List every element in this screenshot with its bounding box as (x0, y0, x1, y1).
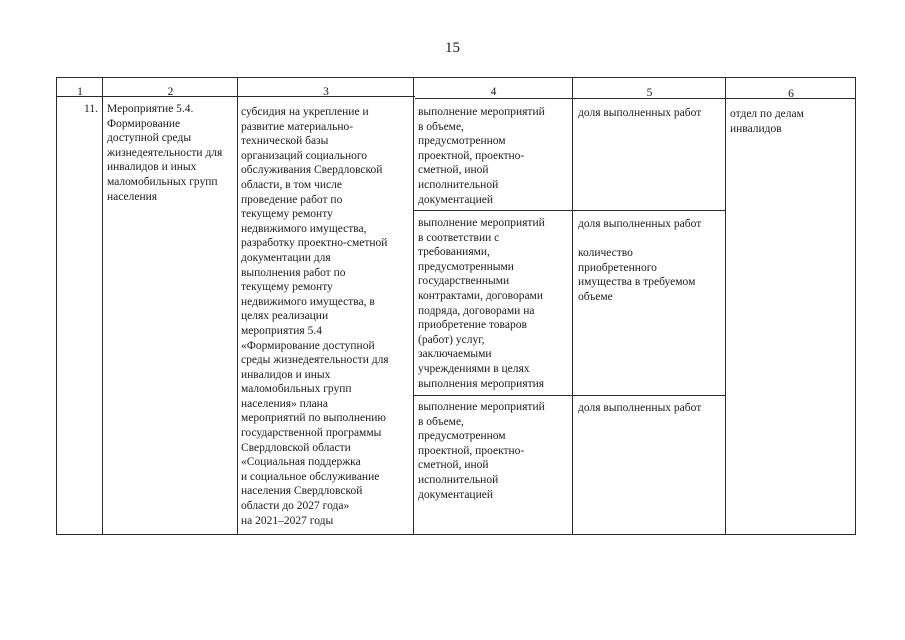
col-header-3: 3 (323, 86, 329, 98)
col-header-5: 5 (646, 87, 653, 99)
indicator-2: доля выполненных работ количество приобретенного имущества в требуемом объеме (578, 218, 702, 303)
result-1: выполнение мероприятий в объеме, предусмотренном проектной, проектно- сметной, иной исполнительной документацией (418, 106, 545, 206)
col-header-2: 2 (167, 86, 174, 98)
col-header-6: 6 (788, 88, 794, 100)
event-description: субсидия на укрепление и развитие материально- технической базы организаций социального обслуживания Свердловской области, в том числе проведение работ по текущему ремонту недвижимого имущества, разработку проектно-сметной документации для выполнения работ по текущему ремонту недвижимого имущества, в целях реализации мероприятия 5.4 «Формирование доступной среды жизнедеятельности для инвалидов и иных маломобильных групп населения» плана мероприятий по выполнению государственной программы Свердловской области «Социальная поддержка и социальное обслуживание населения Свердловской области до 2027 года» на 2021–2027 годы (241, 106, 389, 527)
event-name: Мероприятие 5.4. Формирование доступной среды жизнедеятельности для инвалидов и иных маломобильных групп населения (107, 103, 223, 203)
indicator-3: доля выполненных работ (578, 402, 702, 414)
row-number: 11. (84, 103, 98, 115)
result-2: выполнение мероприятий в соответствии с требованиями, предусмотренными государственными контрактами, договорами подряда, договорами на приобретение товаров (работ) услуг, заключаемыми учреждениями в целях выполнения мероприятия (418, 217, 545, 390)
responsible-unit: отдел по делам инвалидов (730, 108, 804, 135)
result-3: выполнение мероприятий в объеме, предусмотренном проектной, проектно- сметной, иной исполнительной документацией (418, 401, 545, 501)
indicator-1: доля выполненных работ (578, 107, 702, 119)
page-number: 15 (445, 40, 460, 56)
col-header-4: 4 (490, 86, 497, 98)
col-header-1: 1 (77, 86, 83, 98)
